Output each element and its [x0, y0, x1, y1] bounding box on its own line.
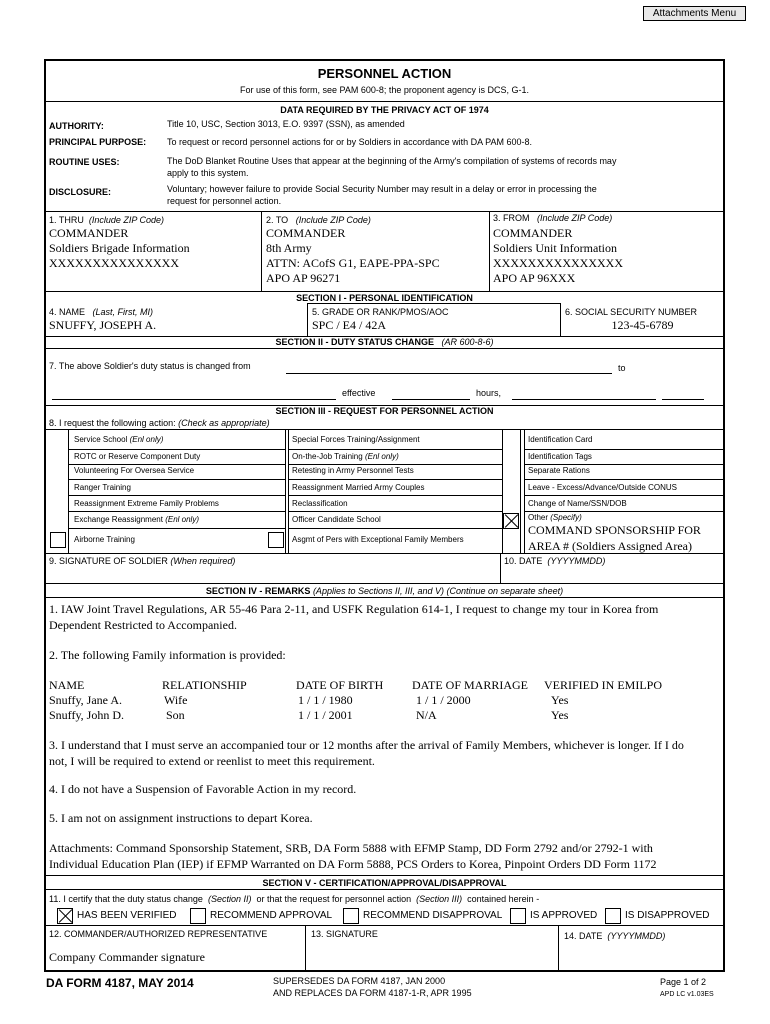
- action-special-forces[interactable]: Special Forces Training/Assignment: [292, 435, 420, 444]
- grade-label: 5. GRADE OR RANK/PMOS/AOC: [312, 307, 449, 317]
- form-number: DA FORM 4187, MAY 2014: [46, 976, 194, 990]
- disclosure-text: Voluntary; however failure to provide Social Security Number may result in a delay or error in processing the request for personnel action.: [167, 184, 597, 206]
- date-label: 14. DATE (YYYYMMDD): [564, 931, 666, 941]
- attachments-menu-button[interactable]: Attachments Menu: [643, 6, 746, 21]
- routine-label: ROUTINE USES:: [49, 157, 120, 167]
- disclosure-label: DISCLOSURE:: [49, 187, 112, 197]
- request-action-line: 8. I request the following action: (Check as appropriate): [49, 418, 270, 428]
- remark-5[interactable]: 5. I am not on assignment instructions to depart Korea.: [49, 811, 313, 825]
- table-row: 1 / 1 / 2000: [416, 693, 471, 707]
- recommend-approval-checkbox[interactable]: [190, 908, 206, 924]
- action-rotc-reserve[interactable]: ROTC or Reserve Component Duty: [74, 452, 201, 461]
- disapproved-label: IS DISAPPROVED: [625, 910, 710, 921]
- soldier-date-label: 10. DATE (YYYYMMDD): [504, 556, 606, 566]
- section4-heading: SECTION IV - REMARKS (Applies to Sections II, III, and V) (Continue on separate sheet): [205, 586, 564, 596]
- action-volunteer-oversea[interactable]: Volunteering For Oversea Service: [74, 466, 195, 475]
- disapproved-checkbox[interactable]: [605, 908, 621, 924]
- airborne-checkbox[interactable]: [50, 532, 66, 548]
- signature-field[interactable]: [306, 942, 557, 970]
- approved-checkbox[interactable]: [510, 908, 526, 924]
- from-label: 3. FROM (Include ZIP Code): [493, 213, 613, 223]
- action-airborne-training[interactable]: Airborne Training: [74, 535, 135, 544]
- remark-2[interactable]: 2. The following Family information is provided:: [49, 648, 286, 662]
- family-header-dom: DATE OF MARRIAGE: [412, 678, 529, 692]
- family-header-name: NAME: [49, 678, 85, 692]
- ssn-label: 6. SOCIAL SECURITY NUMBER: [565, 307, 698, 317]
- approved-label: IS APPROVED: [530, 910, 598, 921]
- table-row: Snuffy, John D.: [49, 708, 125, 722]
- recommend-disapproval-checkbox[interactable]: [343, 908, 359, 924]
- hours-extra-field[interactable]: [662, 399, 704, 400]
- action-married-couples[interactable]: Reassignment Married Army Couples: [292, 483, 425, 492]
- hours-field[interactable]: [512, 399, 656, 400]
- action-exchange-reassignment[interactable]: Exchange Reassignment (Enl only): [74, 515, 199, 524]
- authority-text: Title 10, USC, Section 3013, E.O. 9397 (SSN), as amended: [167, 119, 405, 129]
- effective-label: effective: [342, 388, 376, 398]
- remark-attachments[interactable]: Attachments: Command Sponsorship Statement, SRB, DA Form 5888 with EFMP Stamp, DD Form 2792 and/or 2792-1 with Individual Education Plan (IEP) if EFMP Warranted on DA Form 5888, PCS Orders to Korea, Pinpoint Orders DD Form 1172: [49, 841, 657, 871]
- routine-text: The DoD Blanket Routine Uses that appear at the beginning of the Army's compilation of systems of records may apply to this system.: [167, 156, 617, 178]
- signature-label: 13. SIGNATURE: [311, 929, 378, 939]
- recommend-disapproval-label: RECOMMEND DISAPPROVAL: [363, 910, 503, 921]
- action-separate-rations[interactable]: Separate Rations: [528, 466, 590, 475]
- grade-field[interactable]: SPC / E4 / 42A: [312, 318, 387, 332]
- action-reassign-family-problems[interactable]: Reassignment Extreme Family Problems: [74, 499, 219, 508]
- table-row: N/A: [416, 708, 437, 722]
- remark-3[interactable]: 3. I understand that I must serve an accompanied tour or 12 months after the arrival of Family Members, whichever is longer. If I do not, I will be required to extend or reenlist to meet this requirement.: [49, 738, 684, 768]
- thru-address[interactable]: COMMANDER Soldiers Brigade Information XXXXXXXXXXXXXXX: [49, 226, 190, 270]
- section3-heading: SECTION III - REQUEST FOR PERSONNEL ACTION: [275, 406, 494, 416]
- purpose-label: PRINCIPAL PURPOSE:: [49, 137, 147, 147]
- action-reclassification[interactable]: Reclassification: [292, 499, 348, 508]
- to-address[interactable]: COMMANDER 8th Army ATTN: ACofS G1, EAPE-PPA-SPC APO AP 96271: [266, 226, 440, 285]
- action-ojt[interactable]: On-the-Job Training (Enl only): [292, 452, 399, 461]
- duty-status-to-label: to: [618, 363, 626, 373]
- verified-label: HAS BEEN VERIFIED: [77, 910, 177, 921]
- table-row: 1 / 1 / 2001: [298, 708, 353, 722]
- action-leave[interactable]: Leave - Excess/Advance/Outside CONUS: [528, 483, 677, 492]
- action-retesting[interactable]: Retesting in Army Personnel Tests: [292, 466, 414, 475]
- action-id-tags[interactable]: Identification Tags: [528, 452, 592, 461]
- action-change-name[interactable]: Change of Name/SSN/DOB: [528, 499, 627, 508]
- table-row: 1 / 1 / 1980: [298, 693, 353, 707]
- table-row: Snuffy, Jane A.: [49, 693, 122, 707]
- action-other-value[interactable]: COMMAND SPONSORSHIP FOR AREA # (Soldiers Assigned Area): [528, 523, 701, 553]
- section1-heading: SECTION I - PERSONAL IDENTIFICATION: [296, 293, 473, 303]
- other-checkbox-checked[interactable]: [503, 513, 519, 529]
- form-subtitle: For use of this form, see PAM 600-8; the proponent agency is DCS, G-1.: [240, 85, 529, 95]
- commander-field[interactable]: Company Commander signature: [49, 950, 205, 964]
- authority-label: AUTHORITY:: [49, 121, 104, 131]
- date-field[interactable]: [559, 943, 724, 970]
- soldier-signature-label: 9. SIGNATURE OF SOLDIER (When required): [49, 556, 236, 566]
- soldier-signature-field[interactable]: [45, 566, 499, 582]
- efmp-checkbox[interactable]: [268, 532, 284, 548]
- certify-line: 11. I certify that the duty status change (Section II) or that the request for personnel action (Section III) contained herein -: [49, 894, 540, 904]
- action-other-label: Other (Specify): [528, 513, 582, 522]
- name-label: 4. NAME (Last, First, MI): [49, 307, 154, 317]
- duty-status-to-field[interactable]: [52, 399, 336, 400]
- table-row: Wife: [164, 693, 188, 707]
- hours-label: hours,: [476, 388, 502, 398]
- action-id-card[interactable]: Identification Card: [528, 435, 593, 444]
- table-row: Yes: [551, 708, 569, 722]
- remark-1[interactable]: 1. IAW Joint Travel Regulations, AR 55-46 Para 2-11, and USFK Regulation 614-1, I request to change my tour in Korea from Dependent Restricted to Accompanied.: [49, 602, 659, 632]
- form-version: APD LC v1.03ES: [660, 991, 714, 998]
- action-ocs[interactable]: Officer Candidate School: [292, 515, 381, 524]
- effective-date-field[interactable]: [392, 399, 470, 400]
- table-row: Son: [166, 708, 185, 722]
- verified-checkbox-checked[interactable]: [57, 908, 73, 924]
- family-header-relationship: RELATIONSHIP: [162, 678, 247, 692]
- section5-heading: SECTION V - CERTIFICATION/APPROVAL/DISAPPROVAL: [262, 878, 507, 888]
- from-address[interactable]: COMMANDER Soldiers Unit Information XXXXXXXXXXXXXXX APO AP 96XXX: [493, 226, 623, 285]
- table-row: Yes: [551, 693, 569, 707]
- duty-status-from-field[interactable]: [286, 373, 612, 374]
- soldier-date-field[interactable]: [501, 566, 724, 582]
- supersedes-text: SUPERSEDES DA FORM 4187, JAN 2000 AND REPLACES DA FORM 4187-1-R, APR 1995: [273, 976, 472, 998]
- name-field[interactable]: SNUFFY, JOSEPH A.: [49, 318, 157, 332]
- action-ranger-training[interactable]: Ranger Training: [74, 483, 131, 492]
- ssn-field[interactable]: 123-45-6789: [611, 318, 674, 332]
- purpose-text: To request or record personnel actions for or by Soldiers in accordance with DA PAM 600-8.: [167, 137, 533, 147]
- action-efmp[interactable]: Asgmt of Pers with Exceptional Family Members: [292, 535, 464, 544]
- commander-label: 12. COMMANDER/AUTHORIZED REPRESENTATIVE: [49, 929, 268, 939]
- thru-label: 1. THRU (Include ZIP Code): [49, 215, 165, 225]
- form-title: PERSONNEL ACTION: [317, 66, 452, 81]
- duty-status-line: 7. The above Soldier's duty status is changed from: [49, 361, 251, 371]
- to-label: 2. TO (Include ZIP Code): [266, 215, 371, 225]
- section2-heading: SECTION II - DUTY STATUS CHANGE (AR 600-8-6): [275, 337, 494, 347]
- action-service-school[interactable]: Service School (Enl only): [74, 435, 164, 444]
- privacy-heading: DATA REQUIRED BY THE PRIVACY ACT OF 1974: [280, 105, 489, 115]
- page-number: Page 1 of 2: [660, 977, 707, 987]
- family-header-verified: VERIFIED IN EMILPO: [544, 678, 662, 692]
- recommend-approval-label: RECOMMEND APPROVAL: [210, 910, 333, 921]
- family-header-dob: DATE OF BIRTH: [296, 678, 384, 692]
- remark-4[interactable]: 4. I do not have a Suspension of Favorable Action in my record.: [49, 782, 357, 796]
